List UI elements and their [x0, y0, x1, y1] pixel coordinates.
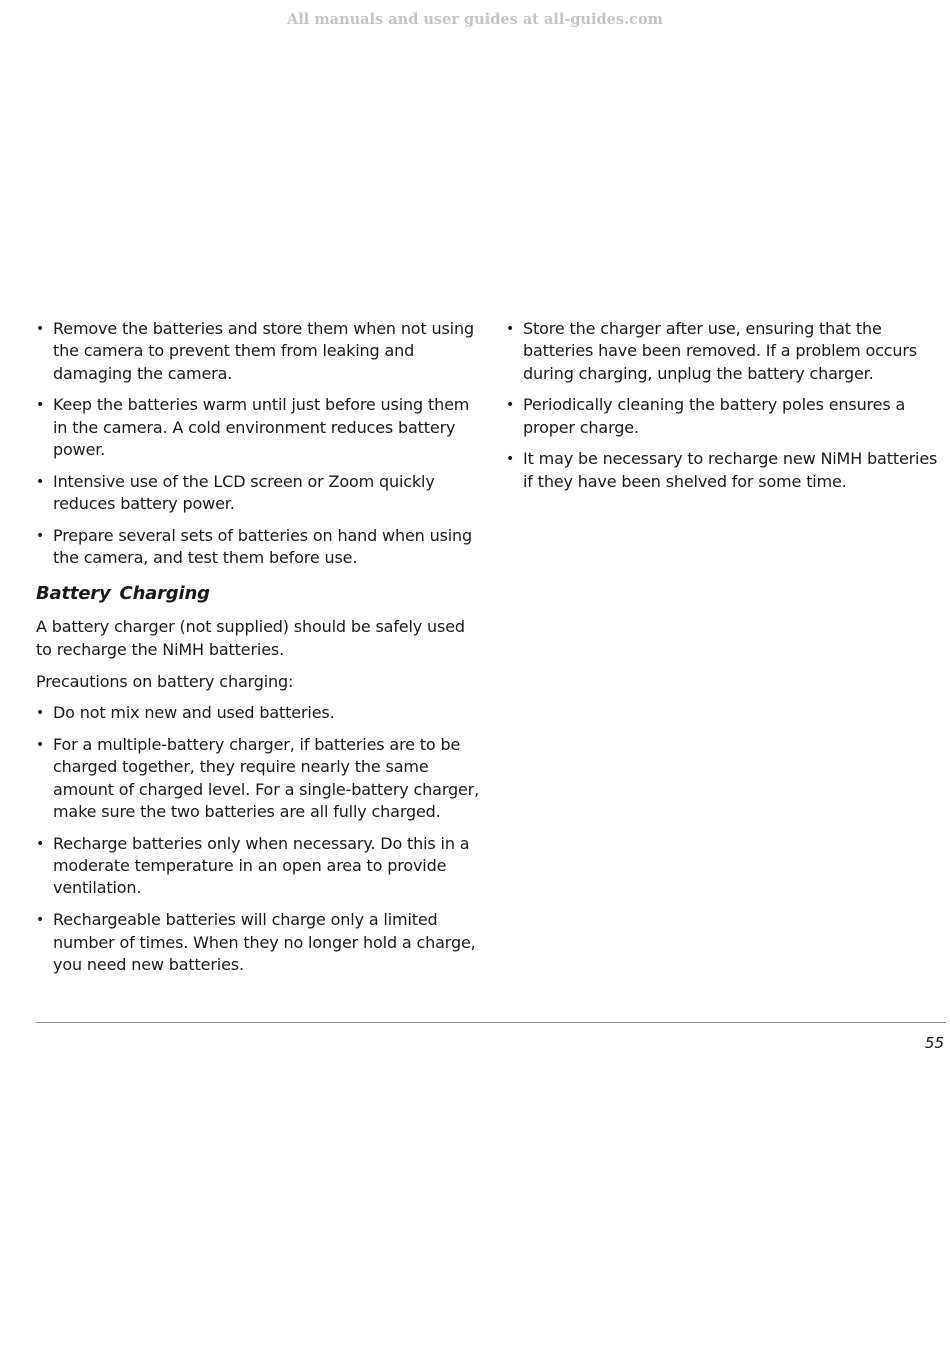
list-item — [36, 833, 481, 900]
bullet-icon: • — [36, 527, 45, 544]
list-item-text: Do not mix new and used batteries. — [53, 703, 335, 723]
list-item — [36, 525, 481, 570]
precautions-list — [36, 702, 481, 976]
bullet-icon: • — [36, 397, 45, 414]
list-item-text: Recharge batteries only when necessary. Do this in a moderate temperature in an open area to provide ventilation. — [53, 833, 470, 898]
section-intro: A battery charger (not supplied) should be safely used to recharge the NiMH batteries. — [36, 617, 465, 659]
bullet-icon: • — [506, 451, 515, 468]
list-item — [36, 318, 481, 385]
list-item-text: Prepare several sets of batteries on hand when using the camera, and test them before use. — [53, 525, 473, 568]
bullet-icon: • — [36, 737, 45, 754]
list-item-text: Remove the batteries and store them when not using the camera to prevent them from leaking and damaging the camera. — [53, 319, 474, 383]
list-item-text: Periodically cleaning the battery poles ensures a proper charge. — [523, 395, 906, 437]
bullet-icon: • — [36, 835, 45, 852]
bullet-icon: • — [36, 912, 45, 929]
list-item-text: Intensive use of the LCD screen or Zoom quickly reduces battery power. — [53, 471, 435, 514]
left-column — [36, 318, 481, 986]
page-number: 55 — [924, 1034, 944, 1052]
list-item-text: Keep the batteries warm until just before using them in the camera. A cold environment reduces battery power. — [53, 395, 470, 459]
list-item — [36, 909, 481, 976]
list-item — [36, 702, 481, 724]
list-item — [506, 318, 942, 385]
charger-tips-list — [506, 318, 942, 493]
list-item-text: It may be necessary to recharge new NiMH batteries if they have been shelved for some time. — [523, 449, 938, 491]
list-item-text: Store the charger after use, ensuring that the batteries have been removed. If a problem occurs during charging, unplug the battery charger. — [523, 319, 917, 383]
bullet-icon: • — [36, 473, 45, 490]
footer-divider — [36, 1022, 946, 1023]
list-item — [506, 448, 942, 493]
list-item — [36, 734, 481, 823]
list-item-text: For a multiple-battery charger, if batteries are to be charged together, they require nearly the same amount of charged level. For a single-battery charger, make sure the two batteries are all fully charged. — [53, 735, 480, 822]
list-item — [36, 394, 481, 461]
list-item — [506, 394, 942, 439]
bullet-icon: • — [36, 321, 45, 337]
list-item — [36, 471, 481, 516]
section-title: Battery Charging — [36, 583, 210, 605]
bullet-icon: • — [506, 397, 515, 414]
right-column — [506, 318, 942, 503]
watermark: All manuals and user guides at all-guides.com — [287, 11, 663, 28]
bullet-icon: • — [36, 705, 45, 722]
precautions-label: Precautions on battery charging: — [36, 671, 294, 691]
list-item-text: Rechargeable batteries will charge only a limited number of times. When they no longer hold a charge, you need new batteries. — [53, 910, 476, 974]
bullet-icon: • — [506, 321, 515, 337]
battery-tips-list — [36, 318, 481, 569]
